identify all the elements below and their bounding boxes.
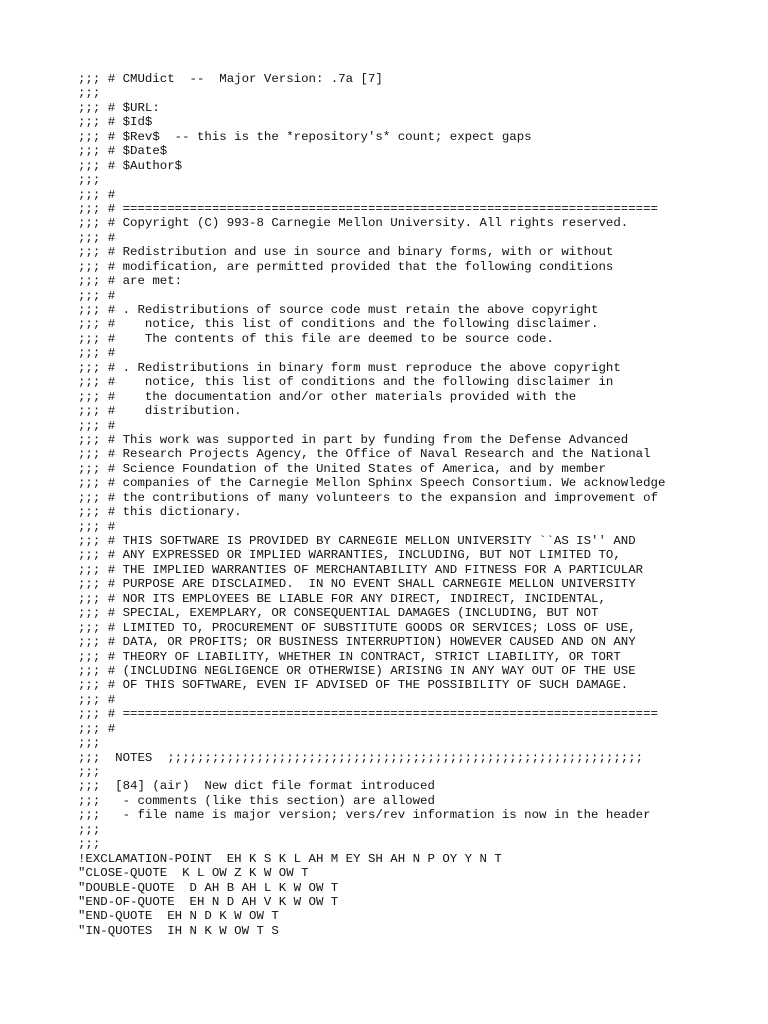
- text-line: ;;; # . Redistributions of source code must retain the above copyright: [78, 303, 599, 317]
- text-line: ;;; # $Rev$ -- this is the *repository's* count; expect gaps: [78, 129, 532, 144]
- text-line: ;;; # ========================================================================: [78, 707, 658, 722]
- text-line: "DOUBLE-QUOTE D AH B AH L K W OW T: [78, 880, 339, 895]
- text-line: ;;;: [78, 837, 101, 852]
- text-line: ;;;: [78, 173, 101, 188]
- text-line: ;;; # This work was supported in part by funding from the Defense Advanced: [78, 432, 629, 447]
- text-line: ;;; - comments (like this section) are allowed: [78, 793, 435, 808]
- text-line: ;;; # $Date$: [78, 144, 168, 159]
- text-line: ;;; #: [78, 692, 116, 707]
- dictionary-text-body: [78, 72, 665, 938]
- text-line: ;;; # SPECIAL, EXEMPLARY, OR CONSEQUENTIAL DAMAGES (INCLUDING, BUT NOT: [78, 606, 599, 621]
- text-line: ;;; # notice, this list of conditions and the following disclaimer in: [78, 375, 614, 390]
- text-line: ;;; # Redistribution and use in source and binary forms, with or without: [78, 245, 614, 260]
- text-line: ;;; # the documentation and/or other materials provided with the: [78, 389, 577, 404]
- text-line: ;;; #: [78, 721, 116, 736]
- text-line: ;;; #: [78, 418, 116, 433]
- text-line: ;;; # ANY EXPRESSED OR IMPLIED WARRANTIES, INCLUDING, BUT NOT LIMITED TO,: [78, 548, 621, 563]
- text-line: ;;; # ========================================================================: [78, 201, 658, 216]
- text-line: ;;; # CMUdict -- Major Version: .7a [7]: [78, 72, 383, 86]
- text-line: ;;; #: [78, 230, 116, 245]
- text-line: ;;; #: [78, 187, 116, 202]
- text-line: ;;; # Science Foundation of the United States of America, and by member: [78, 461, 606, 476]
- text-line: ;;; # PURPOSE ARE DISCLAIMED. IN NO EVENT SHALL CARNEGIE MELLON UNIVERSITY: [78, 577, 636, 592]
- text-line: ;;; #: [78, 346, 116, 361]
- text-line: "END-QUOTE EH N D K W OW T: [78, 909, 279, 924]
- text-line: ;;; # $Author$: [78, 158, 183, 173]
- text-line: !EXCLAMATION-POINT EH K S K L AH M EY SH AH N P OY Y N T: [78, 851, 502, 866]
- text-line: ;;; # . Redistributions in binary form must reproduce the above copyright: [78, 360, 621, 375]
- text-line: "IN-QUOTES IH N K W OW T S: [78, 923, 279, 938]
- text-line: ;;; # are met:: [78, 274, 183, 289]
- text-line: "END-OF-QUOTE EH N D AH V K W OW T: [78, 894, 339, 909]
- text-line: ;;;: [78, 822, 101, 837]
- text-line: ;;; # LIMITED TO, PROCUREMENT OF SUBSTITUTE GOODS OR SERVICES; LOSS OF USE,: [78, 620, 636, 635]
- text-line: ;;; # THE IMPLIED WARRANTIES OF MERCHANTABILITY AND FITNESS FOR A PARTICULAR: [78, 562, 644, 577]
- text-line: ;;; # the contributions of many volunteers to the expansion and improvement of: [78, 490, 658, 505]
- text-line: ;;; # notice, this list of conditions and the following disclaimer.: [78, 317, 599, 332]
- text-line: ;;; # OF THIS SOFTWARE, EVEN IF ADVISED OF THE POSSIBILITY OF SUCH DAMAGE.: [78, 678, 629, 693]
- text-line: ;;; # this dictionary.: [78, 505, 242, 520]
- text-line: ;;; # distribution.: [78, 404, 242, 419]
- text-line: ;;; # DATA, OR PROFITS; OR BUSINESS INTERRUPTION) HOWEVER CAUSED AND ON ANY: [78, 635, 636, 650]
- text-line: ;;; # THEORY OF LIABILITY, WHETHER IN CONTRACT, STRICT LIABILITY, OR TORT: [78, 649, 621, 664]
- text-line: ;;; # modification, are permitted provided that the following conditions: [78, 259, 614, 274]
- text-line: ;;; # The contents of this file are deemed to be source code.: [78, 331, 554, 346]
- text-line: ;;; # companies of the Carnegie Mellon Sphinx Speech Consortium. We acknowledge: [78, 476, 666, 491]
- text-line: ;;; # $URL:: [78, 100, 160, 115]
- text-line: ;;;: [78, 736, 101, 751]
- text-line: ;;; # Research Projects Agency, the Office of Naval Research and the National: [78, 447, 651, 462]
- text-line: "CLOSE-QUOTE K L OW Z K W OW T: [78, 866, 309, 881]
- text-line: ;;; # NOR ITS EMPLOYEES BE LIABLE FOR ANY DIRECT, INDIRECT, INCIDENTAL,: [78, 591, 606, 606]
- text-line: ;;;: [78, 86, 101, 101]
- text-line: ;;; NOTES ;;;;;;;;;;;;;;;;;;;;;;;;;;;;;;;;;;;;;;;;;;;;;;;;;;;;;;;;;;;;;;;;: [78, 750, 644, 765]
- text-line: ;;; #: [78, 288, 116, 303]
- text-line: ;;; [84] (air) New dict file format introduced: [78, 779, 435, 794]
- text-line: ;;; # (INCLUDING NEGLIGENCE OR OTHERWISE) ARISING IN ANY WAY OUT OF THE USE: [78, 663, 636, 678]
- text-line: ;;; # THIS SOFTWARE IS PROVIDED BY CARNEGIE MELLON UNIVERSITY ``AS IS'' AND: [78, 534, 636, 548]
- text-line: ;;; - file name is major version; vers/rev information is now in the header: [78, 808, 651, 823]
- text-line: ;;; # Copyright (C) 993-8 Carnegie Mellon University. All rights reserved.: [78, 216, 629, 231]
- text-line: ;;; #: [78, 519, 116, 534]
- text-line: ;;; # $Id$: [78, 115, 153, 130]
- text-line: ;;;: [78, 765, 101, 779]
